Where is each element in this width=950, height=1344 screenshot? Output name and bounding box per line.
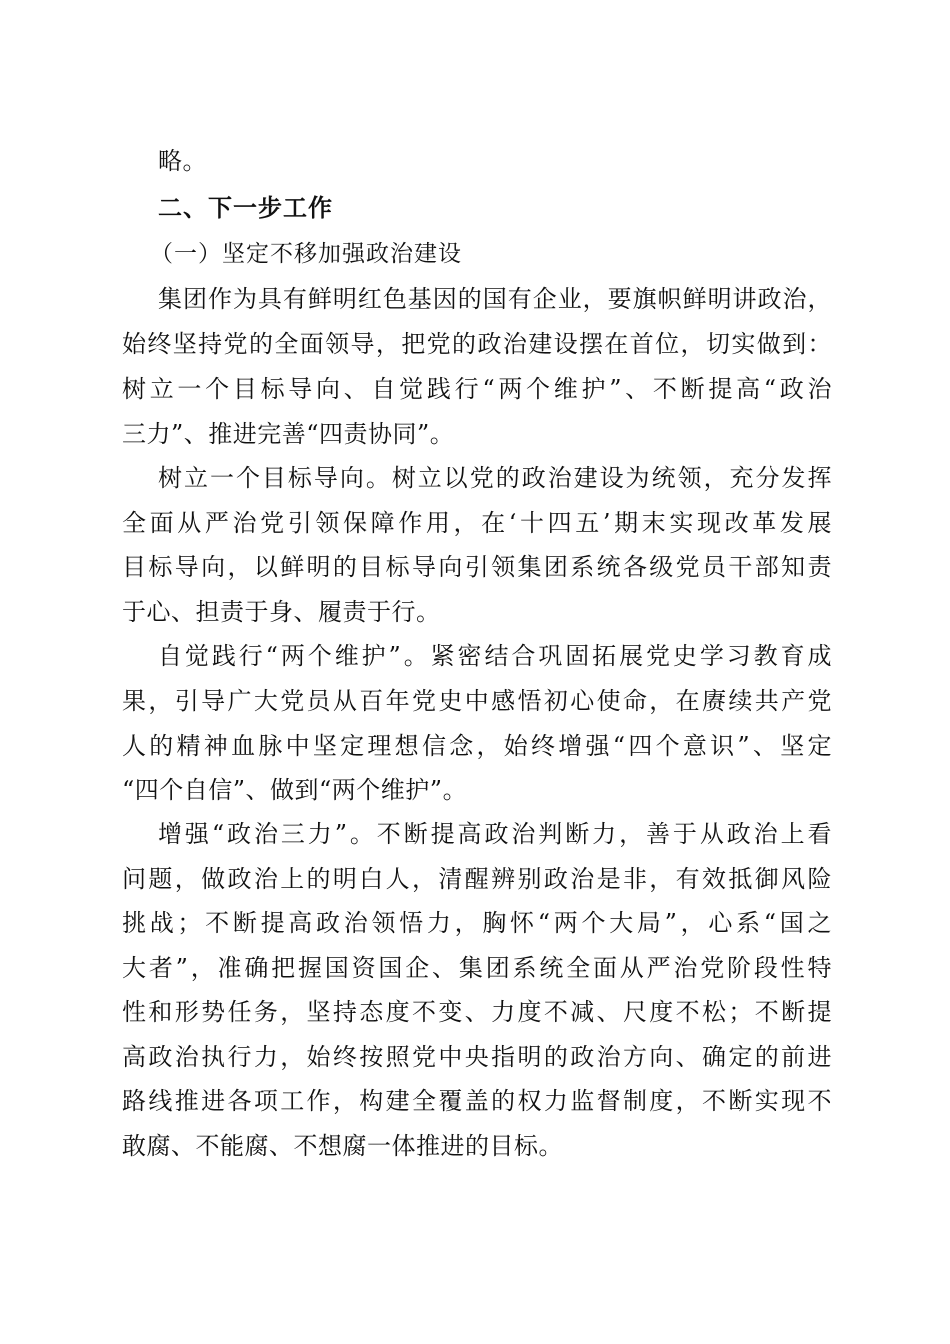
paragraph-line: 始终坚持党的全面领导，把党的政治建设摆在首位，切实做到： [122, 330, 832, 358]
paragraph-line: “四个自信”、做到“两个维护”。 [122, 776, 468, 804]
paragraph-line: 大者”，准确把握国资国企、集团系统全面从严治党阶段性特 [122, 954, 832, 982]
paragraph-line: 挑战；不断提高政治领悟力，胸怀“两个大局”，心系“国之 [122, 909, 832, 937]
paragraph-line: 增强“政治三力”。不断提高政治判断力，善于从政治上看 [158, 820, 832, 848]
paragraph-line: 性和形势任务，坚持态度不变、力度不减、尺度不松；不断提 [122, 998, 832, 1026]
paragraph-line: 集团作为具有鲜明红色基因的国有企业，要旗帜鲜明讲政治， [158, 285, 832, 313]
paragraph-line: 全面从严治党引领保障作用，在‘十四五’期末实现改革发展 [122, 509, 832, 537]
section-heading: 二、下一步工作 [158, 194, 333, 222]
paragraph-line: 果，引导广大党员从百年党史中感悟初心使命，在赓续共产党 [122, 687, 832, 715]
paragraph-line: 树立一个目标导向。树立以党的政治建设为统领，充分发挥 [158, 464, 832, 492]
continuation-text: 略。 [158, 147, 207, 175]
paragraph-line: 敢腐、不能腐、不想腐一体推进的目标。 [122, 1132, 563, 1160]
paragraph-line: 自觉践行“两个维护”。紧密结合巩固拓展党史学习教育成 [158, 642, 832, 670]
paragraph-line: 目标导向，以鲜明的目标导向引领集团系统各级党员干部知责 [122, 553, 832, 581]
paragraph-line: 三力”、推进完善“四责协同”。 [122, 420, 455, 448]
paragraph-line: 于心、担责于身、履责于行。 [122, 598, 441, 626]
paragraph-line: 高政治执行力，始终按照党中央指明的政治方向、确定的前进 [122, 1043, 832, 1071]
paragraph-line: 人的精神血脉中坚定理想信念，始终增强“四个意识”、坚定 [122, 732, 832, 760]
subsection-heading: （一）坚定不移加强政治建设 [150, 241, 462, 267]
paragraph-line: 树立一个目标导向、自觉践行“两个维护”、不断提高“政治 [122, 375, 832, 403]
paragraph-line: 问题，做政治上的明白人，清醒辨别政治是非，有效抵御风险 [122, 865, 832, 893]
paragraph-line: 路线推进各项工作，构建全覆盖的权力监督制度，不断实现不 [122, 1087, 832, 1115]
